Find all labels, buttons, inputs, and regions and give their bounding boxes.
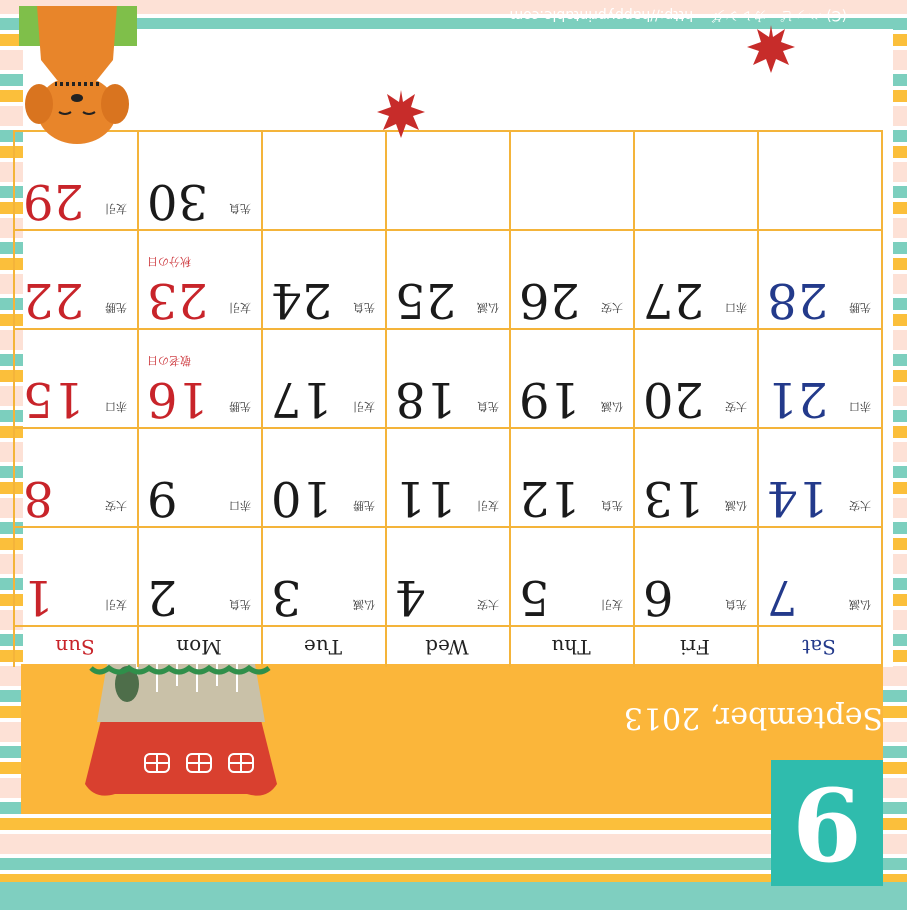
day-cell	[509, 231, 633, 330]
grid-hline	[13, 130, 883, 132]
weekday-header	[13, 627, 883, 667]
day-cell	[137, 231, 261, 330]
grid-vline	[633, 132, 635, 667]
day-cell	[509, 330, 633, 429]
holiday-label: 敬老の日	[147, 354, 191, 367]
day-number: 27	[643, 272, 705, 328]
rokuyo-label: 赤口	[229, 499, 251, 512]
day-cell	[509, 528, 633, 627]
rokuyo-label: 先勝	[105, 301, 127, 314]
month-badge	[771, 760, 883, 886]
month-number: 9	[792, 764, 862, 882]
day-cell	[261, 132, 385, 231]
day-cell	[13, 231, 137, 330]
day-cell	[633, 528, 757, 627]
rokuyo-label: 先負	[229, 598, 251, 611]
day-number: 2	[147, 569, 178, 625]
grid-hline	[13, 625, 883, 627]
day-cell	[13, 330, 137, 429]
rokuyo-label: 仏滅	[601, 400, 623, 413]
day-cell	[385, 132, 509, 231]
day-cell	[385, 429, 509, 528]
day-number: 6	[643, 569, 674, 625]
day-number: 5	[519, 569, 550, 625]
maple-leaf-icon	[375, 88, 427, 140]
day-cell	[633, 132, 757, 231]
grid-hline	[13, 427, 883, 429]
grid-vline	[509, 132, 511, 667]
day-number: 15	[23, 371, 85, 427]
grid-hline	[13, 229, 883, 231]
rokuyo-label: 大安	[105, 499, 127, 512]
holiday-label: 秋分の日	[147, 255, 191, 268]
weekday-tue: Tue	[303, 635, 343, 659]
rokuyo-label: 友引	[229, 301, 251, 314]
weekday-sun: Sun	[55, 635, 95, 659]
rokuyo-label: 大安	[725, 400, 747, 413]
rokuyo-label: 先勝	[229, 400, 251, 413]
day-number: 28	[767, 272, 829, 328]
weekday-mon: Mon	[176, 635, 222, 659]
day-number: 30	[147, 173, 209, 229]
grid-vline	[881, 132, 883, 667]
day-number: 3	[271, 569, 302, 625]
day-number: 20	[643, 371, 705, 427]
rokuyo-label: 大安	[477, 598, 499, 611]
rokuyo-label: 大安	[601, 301, 623, 314]
rokuyo-label: 赤口	[105, 400, 127, 413]
rokuyo-label: 友引	[353, 400, 375, 413]
grid-vline	[13, 132, 15, 667]
day-number: 21	[767, 371, 829, 427]
rokuyo-label: 友引	[601, 598, 623, 611]
day-number: 1	[23, 569, 54, 625]
day-number: 25	[395, 272, 457, 328]
day-cell	[261, 528, 385, 627]
day-cell	[261, 429, 385, 528]
day-cell	[13, 528, 137, 627]
day-cell	[633, 330, 757, 429]
flower-pot-icon	[75, 662, 287, 832]
rokuyo-label: 先負	[353, 301, 375, 314]
weekday-fri: Fri	[680, 635, 710, 659]
day-number: 11	[395, 470, 457, 526]
day-cell	[757, 330, 881, 429]
grid-hline	[13, 526, 883, 528]
copyright-footer: (C) ハッピーカレンダー http://happyprintable.com	[509, 7, 847, 23]
day-number: 22	[23, 272, 85, 328]
month-title: September, 2013	[623, 700, 883, 735]
weekday-thu: Thu	[551, 635, 591, 659]
day-cell	[633, 429, 757, 528]
rokuyo-label: 仏滅	[849, 598, 871, 611]
dog-illustration-icon	[17, 0, 137, 150]
day-cell	[757, 132, 881, 231]
day-cell	[261, 330, 385, 429]
rokuyo-label: 仏滅	[725, 499, 747, 512]
rokuyo-label: 赤口	[849, 400, 871, 413]
grid-vline	[137, 132, 139, 667]
calendar-grid	[13, 129, 883, 667]
rokuyo-label: 大安	[849, 499, 871, 512]
day-number: 14	[767, 470, 829, 526]
grid-hline	[13, 328, 883, 330]
rokuyo-label: 先勝	[849, 301, 871, 314]
day-cell	[633, 231, 757, 330]
rokuyo-label: 先負	[601, 499, 623, 512]
day-number: 17	[271, 371, 333, 427]
day-number: 24	[271, 272, 333, 328]
day-cell	[385, 330, 509, 429]
day-number: 9	[147, 470, 178, 526]
grid-vline	[757, 132, 759, 667]
rokuyo-label: 赤口	[725, 301, 747, 314]
day-number: 29	[23, 173, 85, 229]
day-number: 16	[147, 371, 209, 427]
day-cell	[13, 429, 137, 528]
grid-vline	[261, 132, 263, 667]
day-cell	[509, 132, 633, 231]
rokuyo-label: 友引	[105, 202, 127, 215]
day-cell	[757, 528, 881, 627]
rokuyo-label: 友引	[105, 598, 127, 611]
rokuyo-label: 先負	[229, 202, 251, 215]
top-teal-bar	[0, 882, 907, 910]
maple-leaf-icon	[745, 23, 797, 75]
rokuyo-label: 先負	[725, 598, 747, 611]
day-number: 12	[519, 470, 581, 526]
day-cell	[137, 429, 261, 528]
day-number: 19	[519, 371, 581, 427]
day-number: 10	[271, 470, 333, 526]
rokuyo-label: 先負	[477, 400, 499, 413]
day-number: 18	[395, 371, 457, 427]
day-cell	[261, 231, 385, 330]
day-number: 4	[395, 569, 426, 625]
day-number: 13	[643, 470, 705, 526]
day-number: 23	[147, 272, 209, 328]
day-cell	[137, 132, 261, 231]
day-cell	[385, 528, 509, 627]
grid-vline	[385, 132, 387, 667]
day-cell	[757, 231, 881, 330]
weekday-wed: Wed	[425, 635, 469, 659]
rokuyo-label: 先勝	[353, 499, 375, 512]
day-number: 7	[767, 569, 798, 625]
day-cell	[509, 429, 633, 528]
flower-pot-illustration	[75, 662, 287, 832]
day-number: 26	[519, 272, 581, 328]
rokuyo-label: 仏滅	[477, 301, 499, 314]
day-number: 8	[23, 470, 54, 526]
rokuyo-label: 仏滅	[353, 598, 375, 611]
weekday-sat: Sat	[802, 635, 836, 659]
rokuyo-label: 友引	[477, 499, 499, 512]
day-cell	[137, 330, 261, 429]
day-cell	[385, 231, 509, 330]
day-cell	[137, 528, 261, 627]
day-cell	[757, 429, 881, 528]
